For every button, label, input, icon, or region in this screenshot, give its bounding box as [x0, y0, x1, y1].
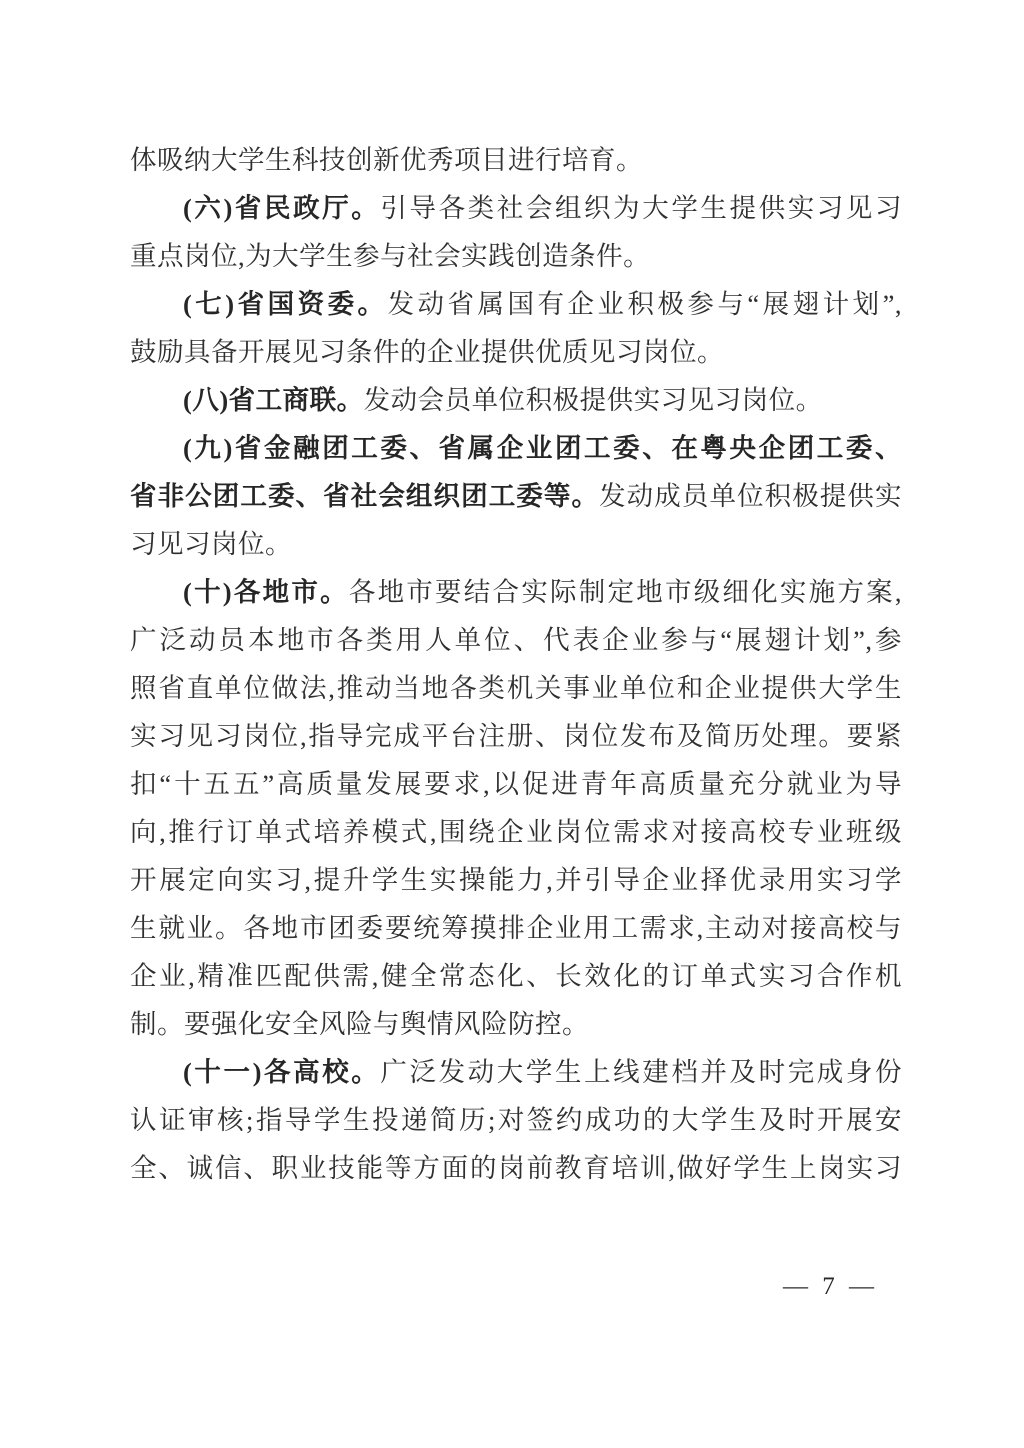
text-line [130, 856, 902, 904]
text-line [130, 568, 902, 616]
page-number: — 7 — [783, 1273, 878, 1300]
text-line [130, 1096, 902, 1144]
body-text: 鼓励具备开展见习条件的企业提供优质见习岗位。 [130, 337, 724, 367]
text-line [130, 232, 902, 280]
section-lead-in: (八)省工商联。 [183, 385, 364, 415]
text-line [130, 904, 902, 952]
text-line [130, 520, 902, 568]
body-text: 重点岗位,为大学生参与社会实践创造条件。 [130, 241, 651, 271]
section-lead-in: (十一)各高校。 [183, 1057, 381, 1087]
body-text: 发动省属国有企业积极参与“展翅计划”, [387, 289, 902, 319]
text-line [130, 616, 902, 664]
section-lead-in: 省非公团工委、省社会组织团工委等。 [130, 481, 600, 511]
text-line [130, 184, 902, 232]
body-text: 制。要强化安全风险与舆情风险防控。 [130, 1009, 589, 1039]
body-text: 扣“十五五”高质量发展要求,以促进青年高质量充分就业为导 [130, 769, 902, 799]
body-text: 实习见习岗位,指导完成平台注册、岗位发布及简历处理。要紧 [130, 721, 902, 751]
section-lead-in: (七)省国资委。 [183, 289, 388, 319]
body-text: 习见习岗位。 [130, 529, 292, 559]
body-text: 发动会员单位积极提供实习见习岗位。 [363, 385, 823, 415]
body-text: 向,推行订单式培养模式,围绕企业岗位需求对接高校专业班级 [130, 817, 902, 847]
text-line [130, 712, 902, 760]
document-body [130, 136, 902, 1192]
text-line [130, 136, 902, 184]
body-text: 认证审核;指导学生投递简历;对签约成功的大学生及时开展安 [130, 1105, 902, 1135]
text-line [130, 952, 902, 1000]
text-line [130, 376, 902, 424]
body-text: 照省直单位做法,推动当地各类机关事业单位和企业提供大学生 [130, 673, 902, 703]
body-text: 企业,精准匹配供需,健全常态化、长效化的订单式实习合作机 [130, 961, 902, 991]
text-line [130, 1000, 902, 1048]
body-text: 广泛动员本地市各类用人单位、代表企业参与“展翅计划”,参 [130, 625, 902, 655]
body-text: 各地市要结合实际制定地市级细化实施方案, [348, 577, 902, 607]
text-line [130, 280, 902, 328]
body-text: 引导各类社会组织为大学生提供实习见习 [380, 193, 902, 223]
text-line [130, 472, 902, 520]
text-line [130, 760, 902, 808]
section-lead-in: (六)省民政厅。 [183, 193, 381, 223]
text-line [130, 1144, 902, 1192]
text-line [130, 1048, 902, 1096]
text-line [130, 424, 902, 472]
text-line [130, 664, 902, 712]
body-text: 广泛发动大学生上线建档并及时完成身份 [380, 1057, 902, 1087]
text-line [130, 808, 902, 856]
body-text: 开展定向实习,提升学生实操能力,并引导企业择优录用实习学 [130, 865, 902, 895]
section-lead-in: (九)省金融团工委、省属企业团工委、在粤央企团工委、 [183, 433, 902, 463]
text-line [130, 328, 902, 376]
body-text: 体吸纳大学生科技创新优秀项目进行培育。 [130, 145, 643, 175]
body-text: 发动成员单位积极提供实 [599, 481, 903, 511]
body-text: 生就业。各地市团委要统筹摸排企业用工需求,主动对接高校与 [130, 913, 902, 943]
body-text: 全、诚信、职业技能等方面的岗前教育培训,做好学生上岗实习 [130, 1153, 902, 1183]
section-lead-in: (十)各地市。 [183, 577, 349, 607]
